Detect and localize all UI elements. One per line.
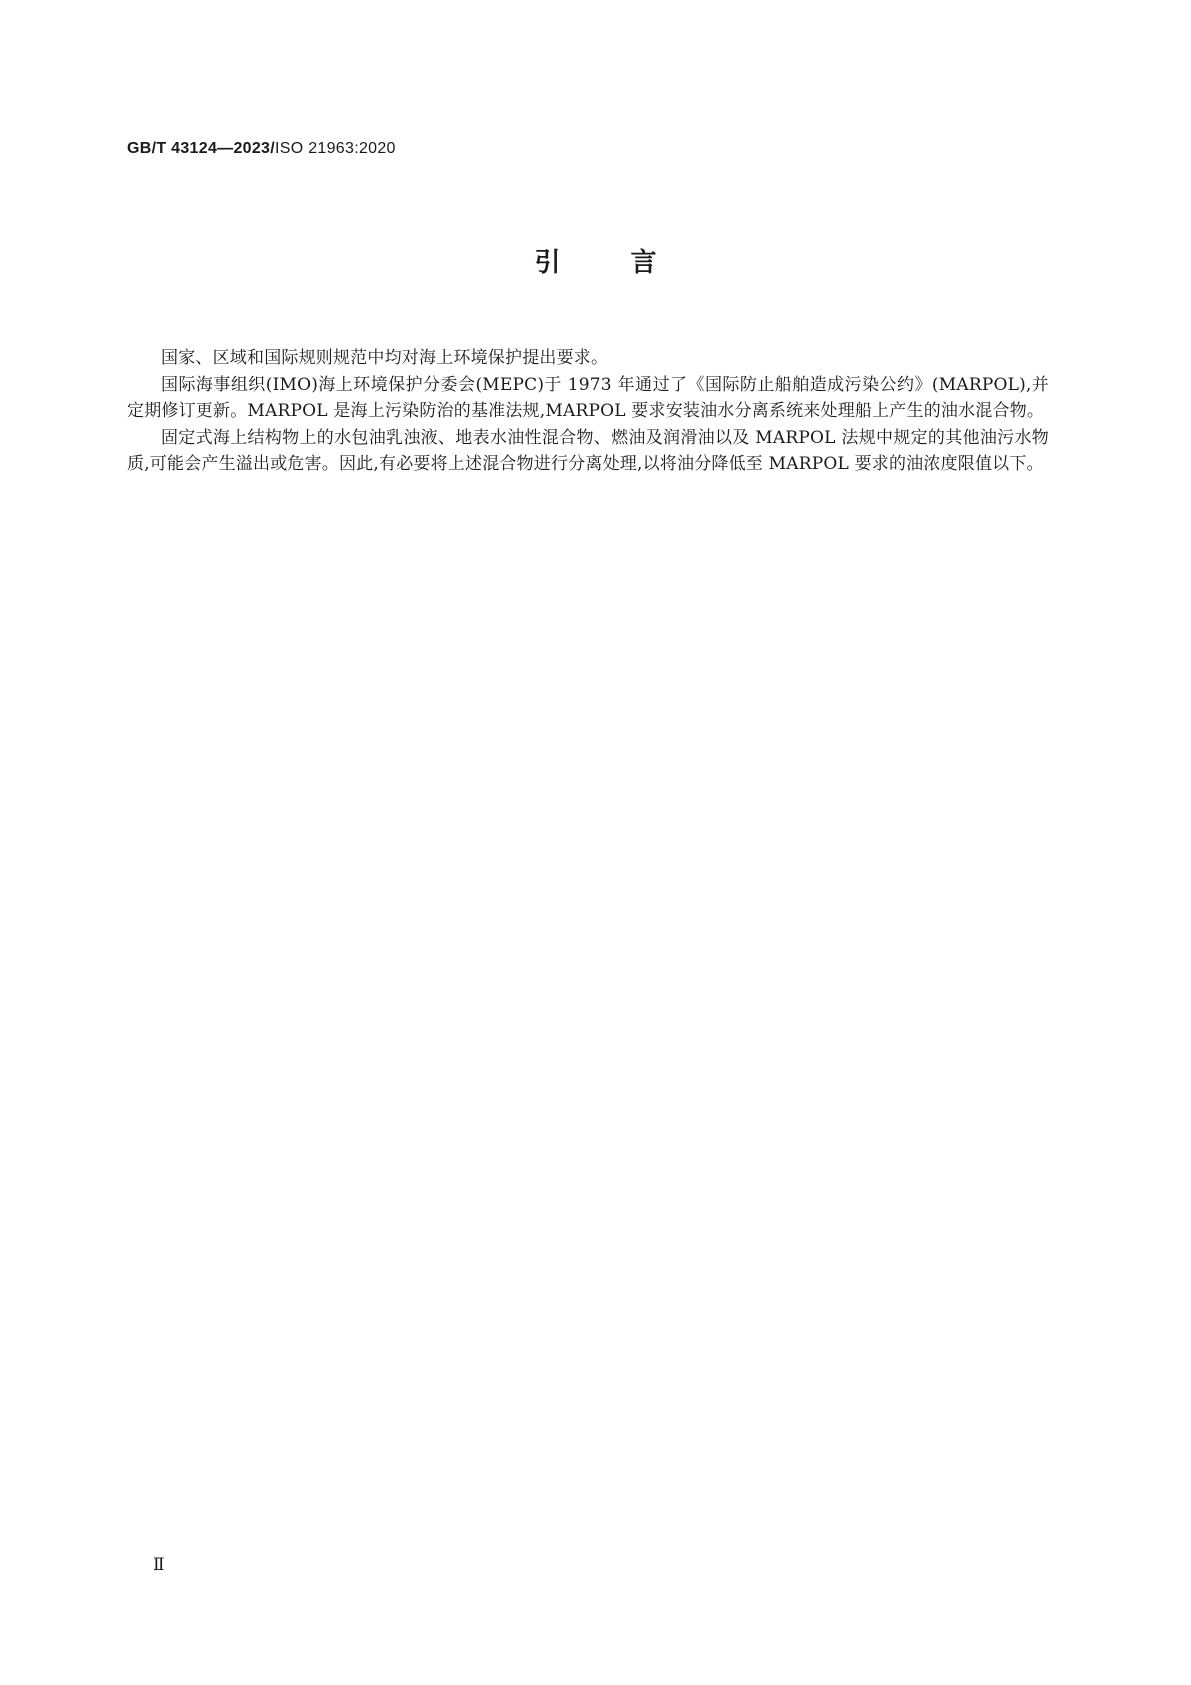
paragraph-2: 国际海事组织(IMO)海上环境保护分委会(MEPC)于 1973 年通过了《国际防止船舶造成污染公约》(MARPOL),并定期修订更新。MARPOL 是海上污染防治的基准法规,MARPOL 要求安装油水分离系统来处理船上产生的油水混合物。 <box>127 374 1049 421</box>
section-title <box>0 246 1191 280</box>
section-title-char-1: 引 <box>534 248 561 278</box>
introduction-body <box>127 345 1049 478</box>
standard-number: GB/T 43124—2023/ <box>127 140 275 157</box>
iso-number: ISO 21963:2020 <box>275 140 396 157</box>
section-title-char-2: 言 <box>630 248 657 278</box>
standard-header <box>127 140 396 158</box>
page-number: Ⅱ <box>153 1555 165 1575</box>
paragraph-1: 国家、区域和国际规则规范中均对海上环境保护提出要求。 <box>161 348 609 368</box>
paragraph-3: 固定式海上结构物上的水包油乳浊液、地表水油性混合物、燃油及润滑油以及 MARPOL 法规中规定的其他油污水物质,可能会产生溢出或危害。因此,有必要将上述混合物进行分离处理,以将油分降低至 MARPOL 要求的油浓度限值以下。 <box>127 427 1049 474</box>
